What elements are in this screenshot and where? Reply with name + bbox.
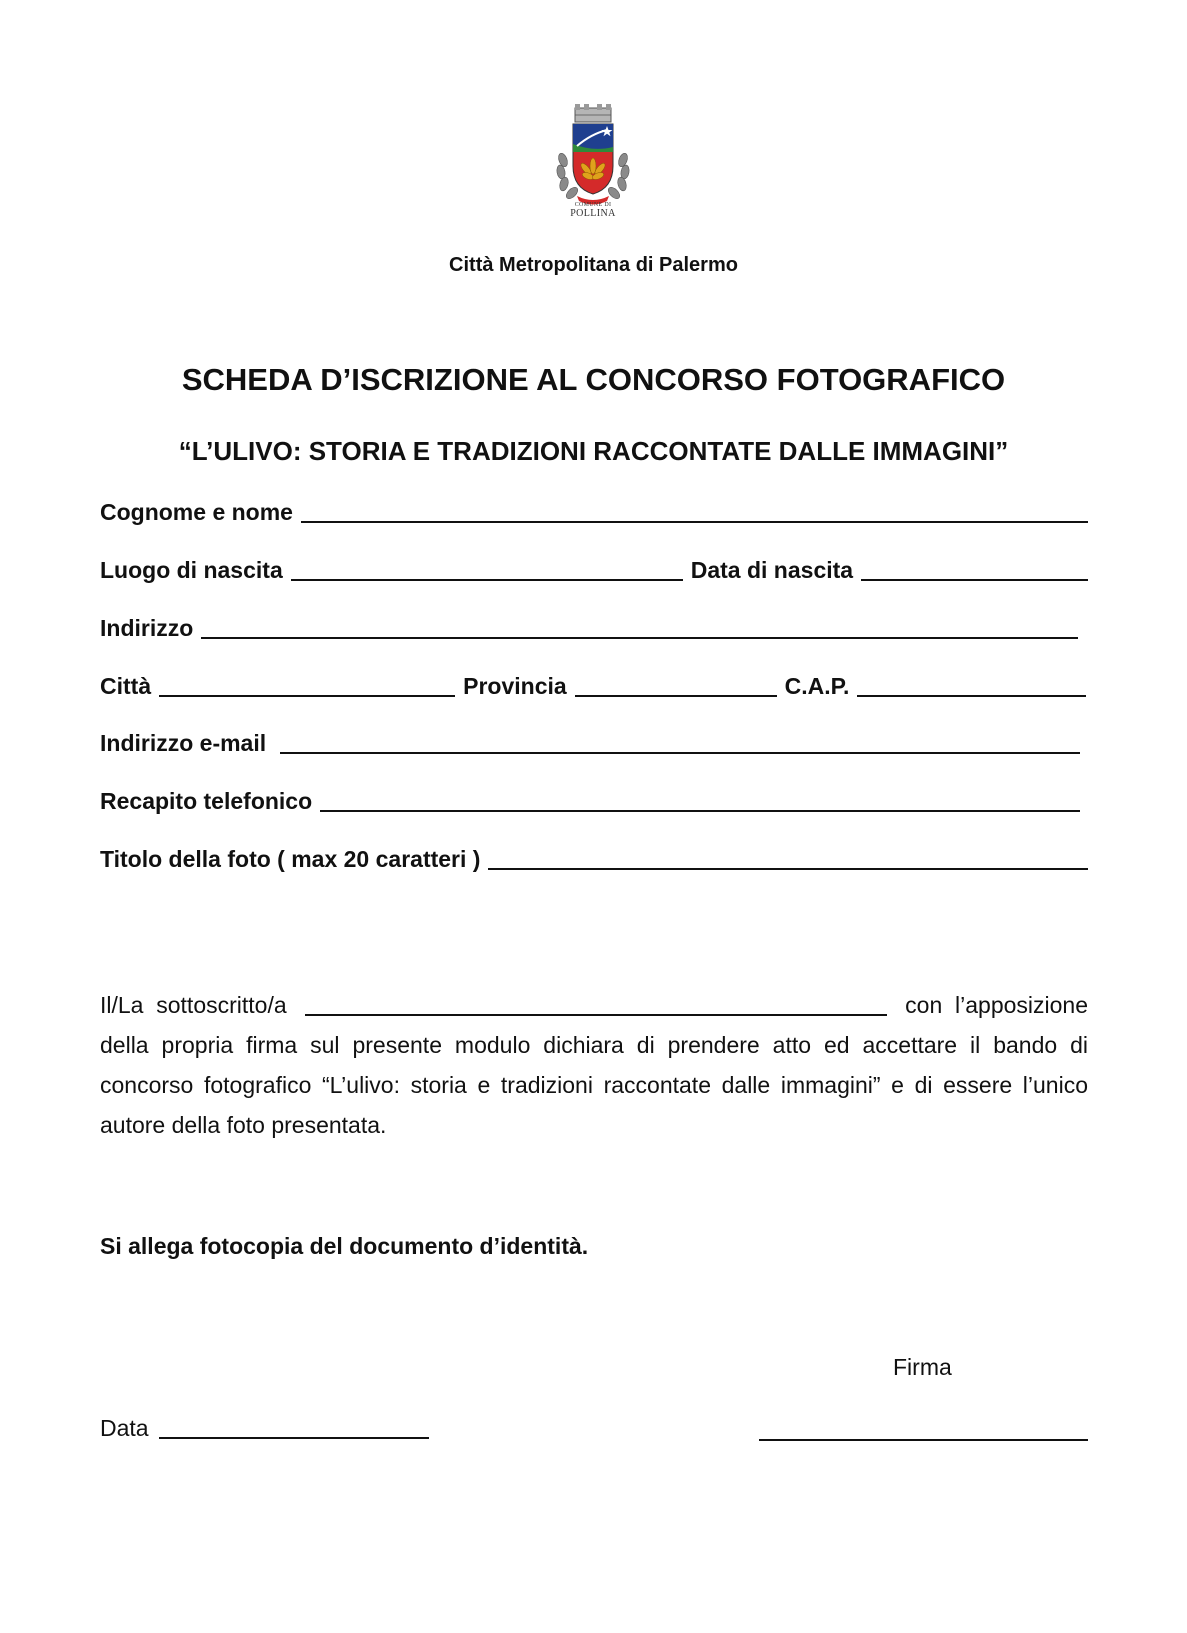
field-row-city bbox=[100, 668, 1088, 700]
crest-caption-small: COMUNE DI bbox=[574, 202, 612, 208]
crown-icon bbox=[575, 104, 611, 122]
region-heading: Città Metropolitana di Palermo bbox=[449, 254, 738, 276]
date-label: Data bbox=[100, 1415, 149, 1441]
signature-label: Firma bbox=[893, 1354, 952, 1380]
name-field[interactable] bbox=[301, 521, 1088, 523]
birthdate-field[interactable] bbox=[861, 579, 1088, 581]
field-row-photo-title bbox=[100, 841, 1088, 873]
field-row-birth bbox=[100, 552, 1088, 584]
city-label: Città bbox=[100, 673, 152, 699]
phone-label: Recapito telefonico bbox=[100, 788, 313, 814]
crest-caption-large: POLLINA bbox=[570, 208, 616, 219]
crest-caption bbox=[548, 202, 638, 219]
shield-icon bbox=[573, 124, 613, 194]
declaration-first-line bbox=[100, 985, 1088, 1025]
province-field[interactable] bbox=[575, 695, 777, 697]
date-row bbox=[100, 1410, 429, 1442]
phone-field[interactable] bbox=[320, 810, 1080, 812]
birthplace-label: Luogo di nascita bbox=[100, 557, 283, 583]
attachment-note: Si allega fotocopia del documento d’identità. bbox=[100, 1233, 589, 1259]
city-field[interactable] bbox=[159, 695, 455, 697]
address-field[interactable] bbox=[201, 637, 1078, 639]
field-row-phone bbox=[100, 783, 1088, 815]
address-label: Indirizzo bbox=[100, 615, 194, 641]
zip-label: C.A.P. bbox=[784, 673, 850, 699]
photo-title-label: Titolo della foto ( max 20 caratteri ) bbox=[100, 846, 481, 872]
birthdate-label: Data di nascita bbox=[690, 557, 854, 583]
photo-title-field[interactable] bbox=[488, 868, 1088, 870]
field-row-name bbox=[100, 494, 1088, 526]
field-row-address bbox=[100, 610, 1088, 642]
declaration-after-blank: con l’apposizione bbox=[905, 992, 1088, 1018]
signature-field[interactable] bbox=[759, 1439, 1088, 1441]
page-title: SCHEDA D’ISCRIZIONE AL CONCORSO FOTOGRAFICO bbox=[181, 362, 1006, 397]
birthplace-field[interactable] bbox=[291, 579, 683, 581]
province-label: Provincia bbox=[463, 673, 567, 699]
name-label: Cognome e nome bbox=[100, 499, 293, 525]
field-row-email bbox=[100, 725, 1088, 757]
zip-field[interactable] bbox=[857, 695, 1086, 697]
declaration-paragraph bbox=[100, 985, 1088, 1145]
declaration-text: della propria firma sul presente modulo dichiara di prendere atto ed accettare il bando di concorso fotografico “L’ulivo: storia e tradizioni raccontate dalle immagini” e di essere l’unico autore della foto presentata. bbox=[100, 1032, 1088, 1138]
undersigned-name-field[interactable] bbox=[305, 1014, 888, 1016]
page-subtitle: “L’ULIVO: STORIA E TRADIZIONI RACCONTATE DALLE IMMAGINI” bbox=[178, 436, 1009, 466]
date-field[interactable] bbox=[159, 1437, 429, 1439]
declaration-start: Il/La sottoscritto/a bbox=[100, 992, 287, 1018]
email-field[interactable] bbox=[280, 752, 1080, 754]
email-label: Indirizzo e-mail bbox=[100, 730, 267, 756]
